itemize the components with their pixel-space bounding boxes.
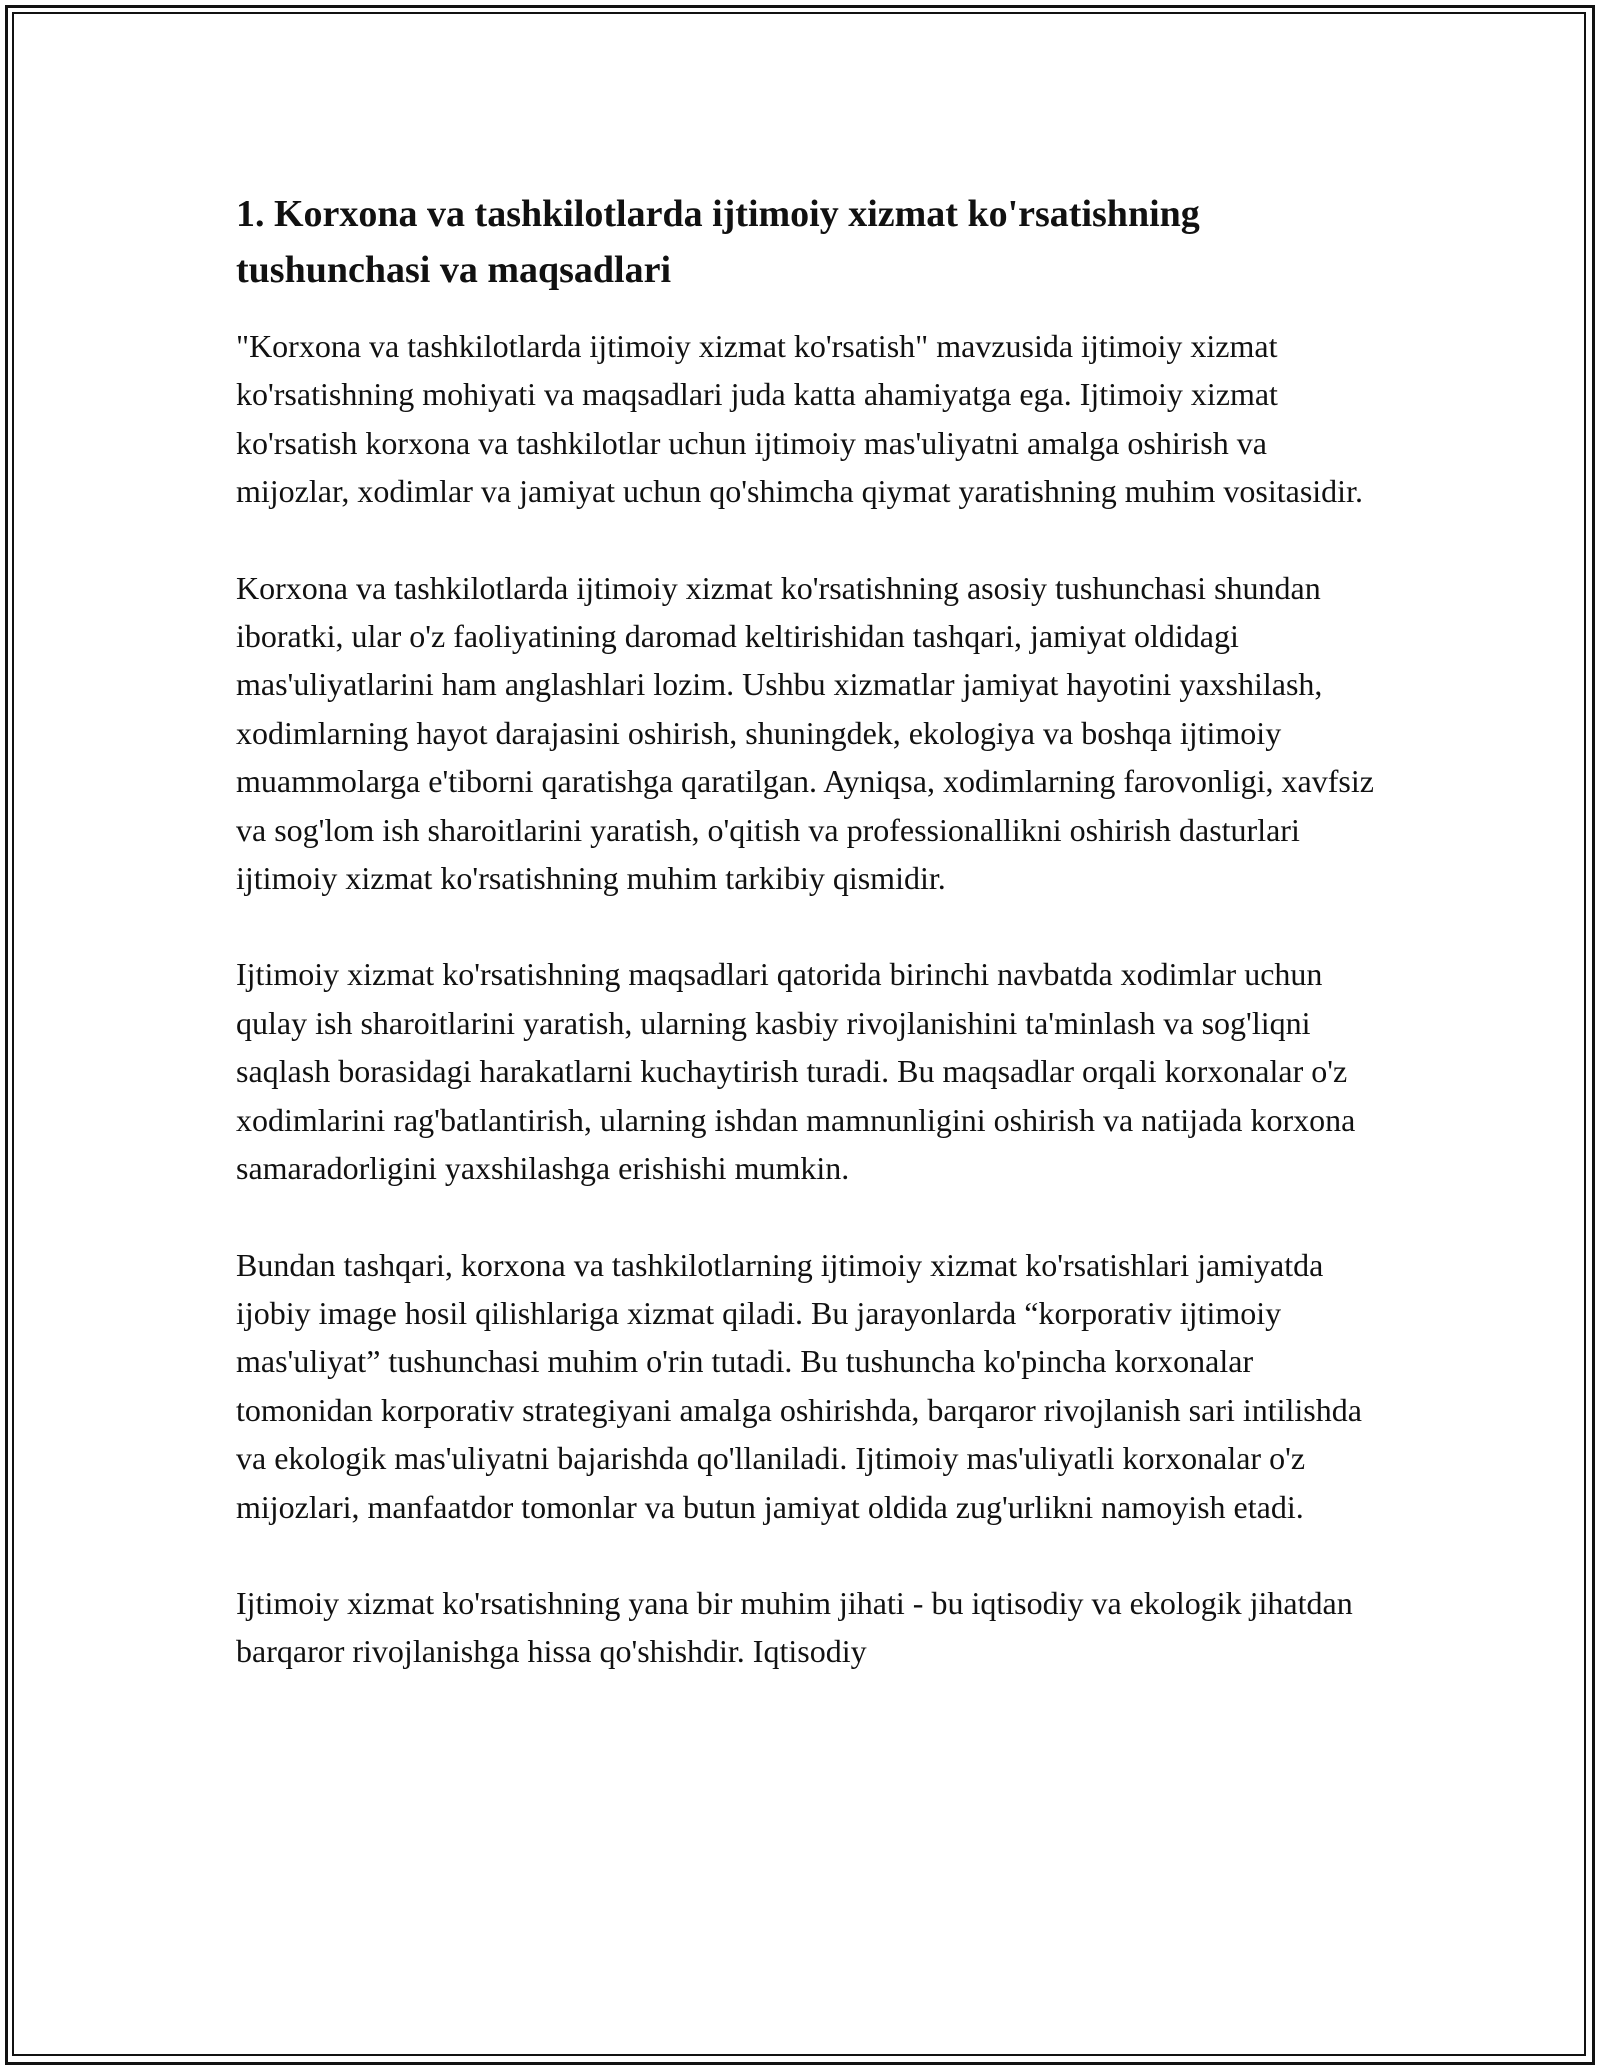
paragraph-3: Ijtimoiy xizmat ko'rsatishning maqsadlari qatorida birinchi navbatda xodimlar uchun qulay ish sharoitlarini yaratish, ularning kasbiy rivojlanishini ta'minlash va sog'liqni saqlash borasidagi harakatlarni kuchaytirish turadi. Bu maqsadlar orqali korxonalar o'z xodimlarini rag'batlantirish, ularning ishdan mamnunligini oshirish va natijada korxona samaradorligini yaxshilashga erishishi mumkin. (236, 956, 1356, 1187)
paragraph-1: "Korxona va tashkilotlarda ijtimoiy xizmat ko'rsatish" mavzusida ijtimoiy xizmat ko'rsatishning mohiyati va maqsadlari juda katta ahamiyatga ega. Ijtimoiy xizmat ko'rsatish korxona va tashkilotlar uchun ijtimoiy mas'uliyatni amalga oshirish va mijozlar, xodimlar va jamiyat uchun qo'shimcha qiymat yaratishning muhim vositasidir. (236, 328, 1363, 510)
paragraph-5: Ijtimoiy xizmat ko'rsatishning yana bir muhim jihati - bu iqtisodiy va ekologik jihatdan barqaror rivojlanishga hissa qo'shishdir. Iqtisodiy (236, 1584, 1353, 1670)
section-heading: 1. Korxona va tashkilotlarda ijtimoiy xizmat ko'rsatishning tushunchasi va maqsadlari (236, 193, 1200, 291)
paragraph-4: Bundan tashqari, korxona va tashkilotlarning ijtimoiy xizmat ko'rsatishlari jamiyatda ijobiy image hosil qilishlariga xizmat qiladi. Bu jarayonlarda “korporativ ijtimoiy mas'uliyat” tushunchasi muhim o'rin tutadi. Bu tushuncha ko'pincha korxonalar tomonidan korporativ strategiyani amalga oshirishda, barqaror rivojlanish sari intilishda va ekologik mas'uliyatni bajarishda qo'llaniladi. Ijtimoiy mas'uliyatli korxonalar o'z mijozlari, manfaatdor tomonlar va butun jamiyat oldida zug'urlikni namoyish etadi. (236, 1246, 1362, 1525)
paragraph-2: Korxona va tashkilotlarda ijtimoiy xizmat ko'rsatishning asosiy tushunchasi shundan iboratki, ular o'z faoliyatining daromad keltirishidan tashqari, jamiyat oldidagi mas'uliyatlarini ham anglashlari lozim. Ushbu xizmatlar jamiyat hayotini yaxshilash, xodimlarning hayot darajasini oshirish, shuningdek, ekologiya va boshqa ijtimoiy muammolarga e'tiborni qaratishga qaratilgan. Ayniqsa, xodimlarning farovonligi, xavfsiz va sog'lom ish sharoitlarini yaratish, o'qitish va professionallikni oshirish dasturlari ijtimoiy xizmat ko'rsatishning muhim tarkibiy qismidir. (236, 569, 1374, 897)
document-body (236, 186, 1386, 1676)
